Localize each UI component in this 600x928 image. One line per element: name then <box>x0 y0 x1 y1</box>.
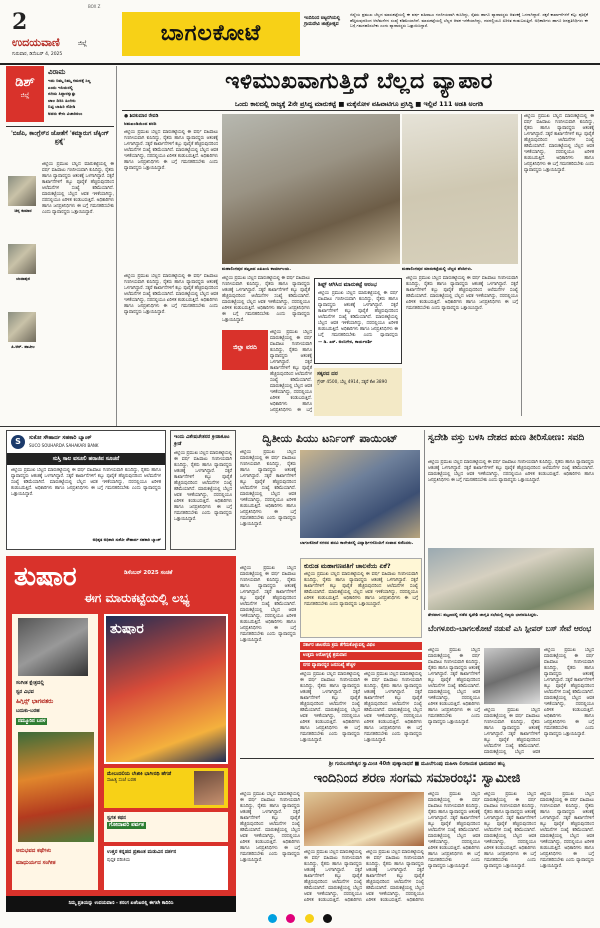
small-ad-text: ಇಂದು ವಿಶೇಷಚೇತನರ ಕ್ರೀಡಾಕೂಟ ಕ್ರೀಡೆ <box>174 434 230 447</box>
virama-line: ಬಿಟ್ಟಿ ಬಾಹಿರಿ ನೋಡಿ <box>48 104 76 109</box>
kurudi-bullet-text: ಸರ್ಕಾರ ಚಾಲನೆಯ ಕ್ರಮ ತೆಗೆದುಕೊಳ್ಳುವಲ್ಲಿ ವಿಫಲ <box>303 643 376 648</box>
kurudi-body-2: ಜಿಲ್ಲೆಯ ಪ್ರಮುಖ ಬೆಲ್ಲದ ಮಾರುಕಟ್ಟೆಯಲ್ಲಿ ಈ ವರ್ಷ ವಹಿವಾಟು ಗಣನೀಯವಾಗಿ ಕುಸಿದಿದ್ದು, ರೈತರು ಹಾಗೂ ವ್ಯಾಪಾರಸ್ಥರು ಆತಂಕಕ್ಕೆ ಒಳಗಾಗಿದ್ದಾರೆ. ಸಕ್ಕರೆ ಕಾರ್ಖಾನೆಗಳಿಗೆ ಕಬ್ಬು ಪೂರೈಕೆ ಹೆಚ್ಚಿರುವುದರಿಂದ ಆಲೆಮನೆಗಳ ಸಂಖ್ಯೆ ಕಡಿಮೆಯಾಗಿದೆ. ಮಾರುಕಟ್ಟೆಯಲ್ಲಿ ಬೆಲ್ಲದ ಆವಕ ಇಳಿಕೆಯಾಗಿದ್ದು, ದರದಲ್ಲಿಯೂ ಏರಿಳಿತ ಕಂಡುಬರುತ್ತಿದೆ. ಅಧಿಕಾರಿಗಳು ಹಾಗೂ ಜನಪ್ರತಿನಿಧಿಗಳು ಈ ಬಗ್ಗೆ ಗಮನಹರಿಸಬೇಕು ಎಂದು ವ್ಯಾಪಾರಸ್ಥರು ಒತ್ತಾಯಿಸಿದ್ದಾರೆ. <box>300 672 360 743</box>
kurudi-bullet <box>300 642 422 650</box>
section-rule-2 <box>240 758 594 759</box>
tushara-line-6: ಸಾಹಿತ್ಯ ಸಂಜೆ ಬರಹ <box>107 778 137 783</box>
tushara-author-photo <box>194 771 224 805</box>
bottom-photo <box>304 792 424 846</box>
bank-ad-footer: ಅಧಿಕೃತ ಅಧಿಕಾರಿ ಸುಕೋ ಸೌಹಾರ್ದ ಸಹಕಾರಿ ಬ್ಯಾಂಕ್ <box>92 537 161 542</box>
tushara-line-0: ಸಂಗೀತ ಕ್ಷೇತ್ರದಲ್ಲಿ <box>16 680 44 686</box>
tushara-line-5: ಮೇಲುದಲಿಯ ಲೇಖಿಕಿ ಭಾಗೀರಥಿ ಹೆಗಡೆ <box>107 771 172 777</box>
virama-line: ಜಿಗಿದು ಸಿದ್ದಾರನ್ನುತ್ತು <box>48 91 76 96</box>
bottom-headline: ಇಂದಿನಿಂದ ಶರಣ ಸಂಗಮ ಸಮಾರಂಭ: ಸ್ವಾಮೀಜಿ <box>313 771 521 786</box>
bus-body-2: ಜಿಲ್ಲೆಯ ಪ್ರಮುಖ ಬೆಲ್ಲದ ಮಾರುಕಟ್ಟೆಯಲ್ಲಿ ಈ ವರ್ಷ ವಹಿವಾಟು ಗಣನೀಯವಾಗಿ ಕುಸಿದಿದ್ದು, ರೈತರು ಹಾಗೂ ವ್ಯಾಪಾರಸ್ಥರು ಆತಂಕಕ್ಕೆ ಒಳಗಾಗಿದ್ದಾರೆ. ಸಕ್ಕರೆ ಕಾರ್ಖಾನೆಗಳಿಗೆ ಕಬ್ಬು ಪೂರೈಕೆ ಹೆಚ್ಚಿರುವುದರಿಂದ ಆಲೆಮನೆಗಳ ಸಂಖ್ಯೆ ಕಡಿಮೆಯಾಗಿದೆ. ಮಾರುಕಟ್ಟೆಯಲ್ಲಿ ಬೆಲ್ಲದ ಆವಕ ಇಳಿಕೆಯಾಗಿದ್ದು, ದರದಲ್ಲಿಯೂ ಏರಿಳಿತ ಕಂಡುಬರುತ್ತಿದೆ. ಅಧಿಕಾರಿಗಳು ಹಾಗೂ ಜನಪ್ರತಿನಿಧಿಗಳು ಈ ಬಗ್ಗೆ ಗಮನಹರಿಸಬೇಕು ಎಂದು ವ್ಯಾಪಾರಸ್ಥರು ಒತ್ತಾಯಿಸಿದ್ದಾರೆ. <box>544 648 594 737</box>
box-tag: BOX Z <box>88 4 101 9</box>
sidebar-brand-sub: ಜಿಲ್ಲೆ <box>20 91 30 99</box>
reg-mark-magenta <box>286 914 295 923</box>
bank-ad <box>6 430 166 550</box>
person-photo-3 <box>8 312 36 342</box>
district-title: ಬಾಗಲಕೋಟೆ <box>160 21 262 46</box>
virama-lines <box>48 78 114 117</box>
lead-photo-left <box>222 114 400 264</box>
section-tag: ಜಿಲ್ಲಾ ವರದಿ <box>233 344 257 351</box>
reg-mark-black <box>323 914 332 923</box>
lead-caption-right: ಮಹಾಲಿಂಗಪುರ ಮಾರುಕಟ್ಟೆಯಲ್ಲಿ ಬೆಲ್ಲದ ಪೆಂಡಿಗಳು. <box>402 266 473 271</box>
virama-line: ಅದರು ಕೇಳು ವಿಚಾರಿಸಲು <box>48 110 83 116</box>
district-title-box <box>122 12 300 56</box>
third-divider <box>424 430 425 610</box>
sidebar-quote: 'ಬಿಜೆಪಿ, ಕಾಂಗ್ರೆಸ್‌ನ ಜೋತೆಗೆ 'ಕಮ್ಮಾರುಗ ಚೆಕ್ಕಿಂಗ್‌ ಪ್ರಶ್ನೆ' <box>10 130 110 145</box>
kurudi-bullet-text: ಉತ್ತಮ ಆರೋಗ್ಯಕ್ಕೆ ಶ್ರಮದಾನ <box>303 653 347 659</box>
bottom-body-1: ಜಿಲ್ಲೆಯ ಪ್ರಮುಖ ಬೆಲ್ಲದ ಮಾರುಕಟ್ಟೆಯಲ್ಲಿ ಈ ವರ್ಷ ವಹಿವಾಟು ಗಣನೀಯವಾಗಿ ಕುಸಿದಿದ್ದು, ರೈತರು ಹಾಗೂ ವ್ಯಾಪಾರಸ್ಥರು ಆತಂಕಕ್ಕೆ ಒಳಗಾಗಿದ್ದಾರೆ. ಸಕ್ಕರೆ ಕಾರ್ಖಾನೆಗಳಿಗೆ ಕಬ್ಬು ಪೂರೈಕೆ ಹೆಚ್ಚಿರುವುದರಿಂದ ಆಲೆಮನೆಗಳ ಸಂಖ್ಯೆ ಕಡಿಮೆಯಾಗಿದೆ. ಮಾರುಕಟ್ಟೆಯಲ್ಲಿ ಬೆಲ್ಲದ ಆವಕ ಇಳಿಕೆಯಾಗಿದ್ದು, ದರದಲ್ಲಿಯೂ ಏರಿಳಿತ ಕಂಡುಬರುತ್ತಿದೆ. ಅಧಿಕಾರಿಗಳು ಹಾಗೂ ಜನಪ್ರತಿನಿಧಿಗಳು ಈ ಬಗ್ಗೆ ಗಮನಹರಿಸಬೇಕು ಎಂದು ವ್ಯಾಪಾರಸ್ಥರು ಒತ್ತಾಯಿಸಿದ್ದಾರೆ. <box>240 792 300 863</box>
person-name-2: ಚಂದಾಪುರ <box>16 276 30 281</box>
masthead <box>0 0 600 64</box>
lead-body-col-1: ಜಿಲ್ಲೆಯ ಪ್ರಮುಖ ಬೆಲ್ಲದ ಮಾರುಕಟ್ಟೆಯಲ್ಲಿ ಈ ವರ್ಷ ವಹಿವಾಟು ಗಣನೀಯವಾಗಿ ಕುಸಿದಿದ್ದು, ರೈತರು ಹಾಗೂ ವ್ಯಾಪಾರಸ್ಥರು ಆತಂಕಕ್ಕೆ ಒಳಗಾಗಿದ್ದಾರೆ. ಸಕ್ಕರೆ ಕಾರ್ಖಾನೆಗಳಿಗೆ ಕಬ್ಬು ಪೂರೈಕೆ ಹೆಚ್ಚಿರುವುದರಿಂದ ಆಲೆಮನೆಗಳ ಸಂಖ್ಯೆ ಕಡಿಮೆಯಾಗಿದೆ. ಮಾರುಕಟ್ಟೆಯಲ್ಲಿ ಬೆಲ್ಲದ ಆವಕ ಇಳಿಕೆಯಾಗಿದ್ದು, ದರದಲ್ಲಿಯೂ ಏರಿಳಿತ ಕಂಡುಬರುತ್ತಿದೆ. ಅಧಿಕಾರಿಗಳು ಹಾಗೂ ಜನಪ್ರತಿನಿಧಿಗಳು ಈ ಬಗ್ಗೆ ಗಮನಹರಿಸಬೇಕು ಎಂದು ವ್ಯಾಪಾರಸ್ಥರು ಒತ್ತಾಯಿಸಿದ್ದಾರೆ. <box>124 130 218 171</box>
lead-body-col-5: ಜಿಲ್ಲೆಯ ಪ್ರಮುಖ ಬೆಲ್ಲದ ಮಾರುಕಟ್ಟೆಯಲ್ಲಿ ಈ ವರ್ಷ ವಹಿವಾಟು ಗಣನೀಯವಾಗಿ ಕುಸಿದಿದ್ದು, ರೈತರು ಹಾಗೂ ವ್ಯಾಪಾರಸ್ಥರು ಆತಂಕಕ್ಕೆ ಒಳಗಾಗಿದ್ದಾರೆ. ಸಕ್ಕರೆ ಕಾರ್ಖಾನೆಗಳಿಗೆ ಕಬ್ಬು ಪೂರೈಕೆ ಹೆಚ್ಚಿರುವುದರಿಂದ ಆಲೆಮನೆಗಳ ಸಂಖ್ಯೆ ಕಡಿಮೆಯಾಗಿದೆ. ಮಾರುಕಟ್ಟೆಯಲ್ಲಿ ಬೆಲ್ಲದ ಆವಕ ಇಳಿಕೆಯಾಗಿದ್ದು, ದರದಲ್ಲಿಯೂ ಏರಿಳಿತ ಕಂಡುಬರುತ್ತಿದೆ. ಅಧಿಕಾರಿಗಳು ಹಾಗೂ ಜನಪ್ರತಿನಿಧಿಗಳು ಈ ಬಗ್ಗೆ ಗಮನಹರಿಸಬೇಕು ಎಂದು ವ್ಯಾಪಾರಸ್ಥರು ಒತ್ತಾಯಿಸಿದ್ದಾರೆ. <box>406 276 518 311</box>
third-photo <box>428 548 594 610</box>
third-body: ಜಿಲ್ಲೆಯ ಪ್ರಮುಖ ಬೆಲ್ಲದ ಮಾರುಕಟ್ಟೆಯಲ್ಲಿ ಈ ವರ್ಷ ವಹಿವಾಟು ಗಣನೀಯವಾಗಿ ಕುಸಿದಿದ್ದು, ರೈತರು ಹಾಗೂ ವ್ಯಾಪಾರಸ್ಥರು ಆತಂಕಕ್ಕೆ ಒಳಗಾಗಿದ್ದಾರೆ. ಸಕ್ಕರೆ ಕಾರ್ಖಾನೆಗಳಿಗೆ ಕಬ್ಬು ಪೂರೈಕೆ ಹೆಚ್ಚಿರುವುದರಿಂದ ಆಲೆಮನೆಗಳ ಸಂಖ್ಯೆ ಕಡಿಮೆಯಾಗಿದೆ. ಮಾರುಕಟ್ಟೆಯಲ್ಲಿ ಬೆಲ್ಲದ ಆವಕ ಇಳಿಕೆಯಾಗಿದ್ದು, ದರದಲ್ಲಿಯೂ ಏರಿಳಿತ ಕಂಡುಬರುತ್ತಿದೆ. ಅಧಿಕಾರಿಗಳು ಹಾಗೂ ಜನಪ್ರತಿನಿಧಿಗಳು ಈ ಬಗ್ಗೆ ಗಮನಹರಿಸಬೇಕು ಎಂದು ವ್ಯಾಪಾರಸ್ಥರು ಒತ್ತಾಯಿಸಿದ್ದಾರೆ. <box>428 460 594 483</box>
bottom-body-6: ಜಿಲ್ಲೆಯ ಪ್ರಮುಖ ಬೆಲ್ಲದ ಮಾರುಕಟ್ಟೆಯಲ್ಲಿ ಈ ವರ್ಷ ವಹಿವಾಟು ಗಣನೀಯವಾಗಿ ಕುಸಿದಿದ್ದು, ರೈತರು ಹಾಗೂ ವ್ಯಾಪಾರಸ್ಥರು ಆತಂಕಕ್ಕೆ ಒಳಗಾಗಿದ್ದಾರೆ. ಸಕ್ಕರೆ ಕಾರ್ಖಾನೆಗಳಿಗೆ ಕಬ್ಬು ಪೂರೈಕೆ ಹೆಚ್ಚಿರುವುದರಿಂದ ಆಲೆಮನೆಗಳ ಸಂಖ್ಯೆ ಕಡಿಮೆಯಾಗಿದೆ. ಮಾರುಕಟ್ಟೆಯಲ್ಲಿ ಬೆಲ್ಲದ ಆವಕ ಇಳಿಕೆಯಾಗಿದ್ದು, ದರದಲ್ಲಿಯೂ ಏರಿಳಿತ ಕಂಡುಬರುತ್ತಿದೆ. ಅಧಿಕಾರಿಗಳು ಹಾಗೂ ಜನಪ್ರತಿನಿಧಿಗಳು ಈ ಬಗ್ಗೆ ಗಮನಹರಿಸಬೇಕು ಎಂದು ವ್ಯಾಪಾರಸ್ಥರು ಒತ್ತಾಯಿಸಿದ್ದಾರೆ. <box>540 792 594 869</box>
masthead-rule <box>0 63 600 65</box>
bank-ad-body: ಜಿಲ್ಲೆಯ ಪ್ರಮುಖ ಬೆಲ್ಲದ ಮಾರುಕಟ್ಟೆಯಲ್ಲಿ ಈ ವರ್ಷ ವಹಿವಾಟು ಗಣನೀಯವಾಗಿ ಕುಸಿದಿದ್ದು, ರೈತರು ಹಾಗೂ ವ್ಯಾಪಾರಸ್ಥರು ಆತಂಕಕ್ಕೆ ಒಳಗಾಗಿದ್ದಾರೆ. ಸಕ್ಕರೆ ಕಾರ್ಖಾನೆಗಳಿಗೆ ಕಬ್ಬು ಪೂರೈಕೆ ಹೆಚ್ಚಿರುವುದರಿಂದ ಆಲೆಮನೆಗಳ ಸಂಖ್ಯೆ ಕಡಿಮೆಯಾಗಿದೆ. ಮಾರುಕಟ್ಟೆಯಲ್ಲಿ ಬೆಲ್ಲದ ಆವಕ ಇಳಿಕೆಯಾಗಿದ್ದು, ದರದಲ್ಲಿಯೂ ಏರಿಳಿತ ಕಂಡುಬರುತ್ತಿದೆ. ಅಧಿಕಾರಿಗಳು ಹಾಗೂ ಜನಪ್ರತಿನಿಧಿಗಳು ಈ ಬಗ್ಗೆ ಗಮನಹರಿಸಬೇಕು ಎಂದು ವ್ಯಾಪಾರಸ್ಥರು ಒತ್ತಾಯಿಸಿದ್ದಾರೆ. <box>11 468 161 497</box>
sidebar-body: ಜಿಲ್ಲೆಯ ಪ್ರಮುಖ ಬೆಲ್ಲದ ಮಾರುಕಟ್ಟೆಯಲ್ಲಿ ಈ ವರ್ಷ ವಹಿವಾಟು ಗಣನೀಯವಾಗಿ ಕುಸಿದಿದ್ದು, ರೈತರು ಹಾಗೂ ವ್ಯಾಪಾರಸ್ಥರು ಆತಂಕಕ್ಕೆ ಒಳಗಾಗಿದ್ದಾರೆ. ಸಕ್ಕರೆ ಕಾರ್ಖಾನೆಗಳಿಗೆ ಕಬ್ಬು ಪೂರೈಕೆ ಹೆಚ್ಚಿರುವುದರಿಂದ ಆಲೆಮನೆಗಳ ಸಂಖ್ಯೆ ಕಡಿಮೆಯಾಗಿದೆ. ಮಾರುಕಟ್ಟೆಯಲ್ಲಿ ಬೆಲ್ಲದ ಆವಕ ಇಳಿಕೆಯಾಗಿದ್ದು, ದರದಲ್ಲಿಯೂ ಏರಿಳಿತ ಕಂಡುಬರುತ್ತಿದೆ. ಅಧಿಕಾರಿಗಳು ಹಾಗೂ ಜನಪ್ರತಿನಿಧಿಗಳು ಈ ಬಗ್ಗೆ ಗಮನಹರಿಸಬೇಕು ಎಂದು ವ್ಯಾಪಾರಸ್ಥರು ಒತ್ತಾಯಿಸಿದ್ದಾರೆ. <box>42 162 114 215</box>
info-box-body: ಜಿಲ್ಲೆಯ ಪ್ರಮುಖ ಬೆಲ್ಲದ ಮಾರುಕಟ್ಟೆಯಲ್ಲಿ ಈ ವರ್ಷ ವಹಿವಾಟು ಗಣನೀಯವಾಗಿ ಕುಸಿದಿದ್ದು, ರೈತರು ಹಾಗೂ ವ್ಯಾಪಾರಸ್ಥರು ಆತಂಕಕ್ಕೆ ಒಳಗಾಗಿದ್ದಾರೆ. ಸಕ್ಕರೆ ಕಾರ್ಖಾನೆಗಳಿಗೆ ಕಬ್ಬು ಪೂರೈಕೆ ಹೆಚ್ಚಿರುವುದರಿಂದ ಆಲೆಮನೆಗಳ ಸಂಖ್ಯೆ ಕಡಿಮೆಯಾಗಿದೆ. ಮಾರುಕಟ್ಟೆಯಲ್ಲಿ ಬೆಲ್ಲದ ಆವಕ ಇಳಿಕೆಯಾಗಿದ್ದು, ದರದಲ್ಲಿಯೂ ಏರಿಳಿತ ಕಂಡುಬರುತ್ತಿದೆ. ಅಧಿಕಾರಿಗಳು ಹಾಗೂ ಜನಪ್ರತಿನಿಧಿಗಳು ಈ ಬಗ್ಗೆ ಗಮನಹರಿಸಬೇಕು ಎಂದು ವ್ಯಾಪಾರಸ್ಥರು <box>318 291 398 337</box>
tushara-issue: ಡಿಸೆಂಬರ್ 2025 ಸಂಚಿಕೆ <box>124 570 173 576</box>
date-line: ಗುರುವಾರ, ಡಿಸೆಂಬರ್ 4, 2025 <box>12 52 63 57</box>
right-column-body: ಜಿಲ್ಲೆಯ ಪ್ರಮುಖ ಬೆಲ್ಲದ ಮಾರುಕಟ್ಟೆಯಲ್ಲಿ ಈ ವರ್ಷ ವಹಿವಾಟು ಗಣನೀಯವಾಗಿ ಕುಸಿದಿದ್ದು, ರೈತರು ಹಾಗೂ ವ್ಯಾಪಾರಸ್ಥರು ಆತಂಕಕ್ಕೆ ಒಳಗಾಗಿದ್ದಾರೆ. ಸಕ್ಕರೆ ಕಾರ್ಖಾನೆಗಳಿಗೆ ಕಬ್ಬು ಪೂರೈಕೆ ಹೆಚ್ಚಿರುವುದರಿಂದ ಆಲೆಮನೆಗಳ ಸಂಖ್ಯೆ ಕಡಿಮೆಯಾಗಿದೆ. ಮಾರುಕಟ್ಟೆಯಲ್ಲಿ ಬೆಲ್ಲದ ಆವಕ ಇಳಿಕೆಯಾಗಿದ್ದು, ದರದಲ್ಲಿಯೂ ಏರಿಳಿತ ಕಂಡುಬರುತ್ತಿದೆ. ಅಧಿಕಾರಿಗಳು ಹಾಗೂ ಜನಪ್ರತಿನಿಧಿಗಳು ಈ ಬಗ್ಗೆ ಗಮನಹರಿಸಬೇಕು ಎಂದು ವ್ಯಾಪಾರಸ್ಥರು ಒತ್ತಾಯಿಸಿದ್ದಾರೆ. <box>524 114 594 173</box>
tushara-line-12: ಮಾಧುರ್ಯದ ಸಂಗೀತ <box>16 860 56 866</box>
kurudi-bullet <box>300 662 422 670</box>
lead-rule <box>122 110 594 111</box>
sidebar-rule <box>6 126 114 127</box>
lead-place: ಜಮಖಂಡಿಯಿಂದ ವರದಿ <box>124 121 157 126</box>
bottom-kicker: ಶ್ರೀ ಗುರುಬಸವೇಶ್ವರ ಸ್ವಾಮೀಜಿ 40ನೇ ಪುಣ್ಯಾರಾಧನೆ ■ ಮೂಲೆಗುಂಪು ಮಹಿಳಾ ಲಿಂಗಾಯತ ಭಾನುವಾರ ಹಬ್ಬ <box>328 761 506 767</box>
tushara-banner: ಈಗ ಮಾರುಕಟ್ಟೆಯಲ್ಲಿ ಲಭ್ಯ <box>84 591 190 605</box>
bottom-body-4: ಜಿಲ್ಲೆಯ ಪ್ರಮುಖ ಬೆಲ್ಲದ ಮಾರುಕಟ್ಟೆಯಲ್ಲಿ ಈ ವರ್ಷ ವಹಿವಾಟು ಗಣನೀಯವಾಗಿ ಕುಸಿದಿದ್ದು, ರೈತರು ಹಾಗೂ ವ್ಯಾಪಾರಸ್ಥರು ಆತಂಕಕ್ಕೆ ಒಳಗಾಗಿದ್ದಾರೆ. ಸಕ್ಕರೆ ಕಾರ್ಖಾನೆಗಳಿಗೆ ಕಬ್ಬು ಪೂರೈಕೆ ಹೆಚ್ಚಿರುವುದರಿಂದ ಆಲೆಮನೆಗಳ ಸಂಖ್ಯೆ ಕಡಿಮೆಯಾಗಿದೆ. ಮಾರುಕಟ್ಟೆಯಲ್ಲಿ ಬೆಲ್ಲದ ಆವಕ ಇಳಿಕೆಯಾಗಿದ್ದು, ದರದಲ್ಲಿಯೂ ಏರಿಳಿತ ಕಂಡುಬರುತ್ತಿದೆ. ಅಧಿಕಾರಿಗಳು ಹಾಗೂ ಜನಪ್ರತಿನಿಧಿಗಳು ಈ ಬಗ್ಗೆ ಗಮನಹರಿಸಬೇಕು ಎಂದು ವ್ಯಾಪಾರಸ್ಥರು ಒತ್ತಾಯಿಸಿದ್ದಾರೆ. <box>428 792 480 869</box>
second-caption: ಬಾಗಲಕೋಟೆ ನಗರದ ಪದವಿ ಕಾಲೇಜಿನಲ್ಲಿ ವಿದ್ಯಾರ್ಥಿಗಳೊಂದಿಗೆ ಸಂವಾದ ನಡೆಸಿದರು. <box>300 540 414 545</box>
lead-body-col-4: ಜಿಲ್ಲೆಯ ಪ್ರಮುಖ ಬೆಲ್ಲದ ಮಾರುಕಟ್ಟೆಯಲ್ಲಿ ಈ ವರ್ಷ ವಹಿವಾಟು ಗಣನೀಯವಾಗಿ ಕುಸಿದಿದ್ದು, ರೈತರು ಹಾಗೂ ವ್ಯಾಪಾರಸ್ಥರು ಆತಂಕಕ್ಕೆ ಒಳಗಾಗಿದ್ದಾರೆ. ಸಕ್ಕರೆ ಕಾರ್ಖಾನೆಗಳಿಗೆ ಕಬ್ಬು ಪೂರೈಕೆ ಹೆಚ್ಚಿರುವುದರಿಂದ ಆಲೆಮನೆಗಳ ಸಂಖ್ಯೆ ಕಡಿಮೆಯಾಗಿದೆ. ಮಾರುಕಟ್ಟೆಯಲ್ಲಿ ಬೆಲ್ಲದ ಆವಕ ಇಳಿಕೆಯಾಗಿದ್ದು, ದರದಲ್ಲಿಯೂ ಏರಿಳಿತ ಕಂಡುಬರುತ್ತಿದೆ. ಅಧಿಕಾರಿಗಳು ಹಾಗೂ ಜನಪ್ರತಿನಿಧಿಗಳು ಈ ಬಗ್ಗೆ <box>270 330 312 413</box>
person-photo-2 <box>8 244 36 274</box>
paper-suffix: ಜಿಲ್ಲೆ <box>78 40 87 47</box>
third-headline: ಸ್ವದೇಶಿ ವಸ್ತು ಬಳಸಿ ದೇಶದ ಋಣ ತೀರಿಸೋಣ: ಸವದಿ <box>428 433 585 443</box>
tushara-line-2: ಹಿಗ್ಗಿನ್ಸ್‌ ಭಾಗವತರು <box>16 698 54 705</box>
sidebar-brand-box <box>6 66 44 122</box>
reg-mark-cyan <box>268 914 277 923</box>
second-body-2: ಜಿಲ್ಲೆಯ ಪ್ರಮುಖ ಬೆಲ್ಲದ ಮಾರುಕಟ್ಟೆಯಲ್ಲಿ ಈ ವರ್ಷ ವಹಿವಾಟು ಗಣನೀಯವಾಗಿ ಕುಸಿದಿದ್ದು, ರೈತರು ಹಾಗೂ ವ್ಯಾಪಾರಸ್ಥರು ಆತಂಕಕ್ಕೆ ಒಳಗಾಗಿದ್ದಾರೆ. ಸಕ್ಕರೆ ಕಾರ್ಖಾನೆಗಳಿಗೆ ಕಬ್ಬು ಪೂರೈಕೆ ಹೆಚ್ಚಿರುವುದರಿಂದ ಆಲೆಮನೆಗಳ ಸಂಖ್ಯೆ ಕಡಿಮೆಯಾಗಿದೆ. ಮಾರುಕಟ್ಟೆಯಲ್ಲಿ ಬೆಲ್ಲದ ಆವಕ ಇಳಿಕೆಯಾಗಿದ್ದು, ದರದಲ್ಲಿಯೂ ಏರಿಳಿತ ಕಂಡುಬರುತ್ತಿದೆ. ಅಧಿಕಾರಿಗಳು ಹಾಗೂ ಜನಪ್ರತಿನಿಧಿಗಳು ಈ ಬಗ್ಗೆ ಗಮನಹರಿಸಬೇಕು ಎಂದು ವ್ಯಾಪಾರಸ್ಥರು ಒತ್ತಾಯಿಸಿದ್ದಾರೆ. <box>240 566 296 643</box>
tushara-feature-2 <box>104 812 228 842</box>
masthead-brief: ಜಿಲ್ಲೆಯ ಪ್ರಮುಖ ಬೆಲ್ಲದ ಮಾರುಕಟ್ಟೆಯಲ್ಲಿ ಈ ವರ್ಷ ವಹಿವಾಟು ಗಣನೀಯವಾಗಿ ಕುಸಿದಿದ್ದು, ರೈತರು ಹಾಗೂ ವ್ಯಾಪಾರಸ್ಥರು ಆತಂಕಕ್ಕೆ ಒಳಗಾಗಿದ್ದಾರೆ. ಸಕ್ಕರೆ ಕಾರ್ಖಾನೆಗಳಿಗೆ ಕಬ್ಬು ಪೂರೈಕೆ ಹೆಚ್ಚಿರುವುದರಿಂದ ಆಲೆಮನೆಗಳ ಸಂಖ್ಯೆ ಕಡಿಮೆಯಾಗಿದೆ. ಮಾರುಕಟ್ಟೆಯಲ್ಲಿ ಬೆಲ್ಲದ ಆವಕ ಇಳಿಕೆಯಾಗಿದ್ದು, ದರದಲ್ಲಿಯೂ ಏರಿಳಿತ ಕಂಡುಬರುತ್ತಿದೆ. ಅಧಿಕಾರಿಗಳು ಹಾಗೂ ಜನಪ್ರತಿನಿಧಿಗಳು ಈ ಬಗ್ಗೆ ಗಮನಹರಿಸಬೇಕು ಎಂದು ವ್ಯಾಪಾರಸ್ಥರು ಒತ್ತಾಯಿಸಿದ್ದಾರೆ. <box>350 12 588 28</box>
sidebar <box>6 66 114 426</box>
small-ad <box>170 430 236 550</box>
tushara-ad <box>6 556 236 912</box>
virama-line: ಚಾಲ ದಿರಿಸಿ ಹಿಂಗಿರು <box>48 97 76 103</box>
kurudi-headline: ಕುರುಡ ಮಹಾಗಣಪತಿಗೆ ಚಾಲನೆಯ ಏಕೆ? <box>304 562 391 570</box>
bus-headline: ಬೆಂಗಳೂರು-ಬಾಗಲಕೋಟೆ ನಡುವೆ ಎಸಿ ಸ್ಲೀಪರ್‌ ಬಸ್‌ ಸೇವೆ ಆರಂಭ <box>428 624 592 633</box>
bottom-body-3: ಜಿಲ್ಲೆಯ ಪ್ರಮುಖ ಬೆಲ್ಲದ ಮಾರುಕಟ್ಟೆಯಲ್ಲಿ ಈ ವರ್ಷ ವಹಿವಾಟು ಗಣನೀಯವಾಗಿ ಕುಸಿದಿದ್ದು, ರೈತರು ಹಾಗೂ ವ್ಯಾಪಾರಸ್ಥರು ಆತಂಕಕ್ಕೆ ಒಳಗಾಗಿದ್ದಾರೆ. ಸಕ್ಕರೆ ಕಾರ್ಖಾನೆಗಳಿಗೆ ಕಬ್ಬು ಪೂರೈಕೆ ಹೆಚ್ಚಿರುವುದರಿಂದ ಆಲೆಮನೆಗಳ ಸಂಖ್ಯೆ ಕಡಿಮೆಯಾಗಿದೆ. ಮಾರುಕಟ್ಟೆಯಲ್ಲಿ ಬೆಲ್ಲದ ಆವಕ ಇಳಿಕೆಯಾಗಿದ್ದು, ದರದಲ್ಲಿಯೂ ಏರಿಳಿತ ಕಂಡುಬರುತ್ತಿದೆ. ಅಧಿಕಾರಿಗಳು <box>366 850 424 903</box>
tushara-art <box>18 732 94 842</box>
tushara-line-11: ಅನುಭವದ ಕಥೆಗಳು <box>16 848 52 854</box>
small-ad-body: ಜಿಲ್ಲೆಯ ಪ್ರಮುಖ ಬೆಲ್ಲದ ಮಾರುಕಟ್ಟೆಯಲ್ಲಿ ಈ ವರ್ಷ ವಹಿವಾಟು ಗಣನೀಯವಾಗಿ ಕುಸಿದಿದ್ದು, ರೈತರು ಹಾಗೂ ವ್ಯಾಪಾರಸ್ಥರು ಆತಂಕಕ್ಕೆ ಒಳಗಾಗಿದ್ದಾರೆ. ಸಕ್ಕರೆ ಕಾರ್ಖಾನೆಗಳಿಗೆ ಕಬ್ಬು ಪೂರೈಕೆ ಹೆಚ್ಚಿರುವುದರಿಂದ ಆಲೆಮನೆಗಳ ಸಂಖ್ಯೆ ಕಡಿಮೆಯಾಗಿದೆ. ಮಾರುಕಟ್ಟೆಯಲ್ಲಿ ಬೆಲ್ಲದ ಆವಕ ಇಳಿಕೆಯಾಗಿದ್ದು, ದರದಲ್ಲಿಯೂ ಏರಿಳಿತ ಕಂಡುಬರುತ್ತಿದೆ. ಅಧಿಕಾರಿಗಳು ಹಾಗೂ ಜನಪ್ರತಿನಿಧಿಗಳು ಈ ಬಗ್ಗೆ ಗಮನಹರಿಸಬೇಕು ಎಂದು ವ್ಯಾಪಾರಸ್ಥರು ಒತ್ತಾಯಿಸಿದ್ದಾರೆ. <box>174 451 232 522</box>
bottom-body-5: ಜಿಲ್ಲೆಯ ಪ್ರಮುಖ ಬೆಲ್ಲದ ಮಾರುಕಟ್ಟೆಯಲ್ಲಿ ಈ ವರ್ಷ ವಹಿವಾಟು ಗಣನೀಯವಾಗಿ ಕುಸಿದಿದ್ದು, ರೈತರು ಹಾಗೂ ವ್ಯಾಪಾರಸ್ಥರು ಆತಂಕಕ್ಕೆ ಒಳಗಾಗಿದ್ದಾರೆ. ಸಕ್ಕರೆ ಕಾರ್ಖಾನೆಗಳಿಗೆ ಕಬ್ಬು ಪೂರೈಕೆ ಹೆಚ್ಚಿರುವುದರಿಂದ ಆಲೆಮನೆಗಳ ಸಂಖ್ಯೆ ಕಡಿಮೆಯಾಗಿದೆ. ಮಾರುಕಟ್ಟೆಯಲ್ಲಿ ಬೆಲ್ಲದ ಆವಕ ಇಳಿಕೆಯಾಗಿದ್ದು, ದರದಲ್ಲಿಯೂ ಏರಿಳಿತ ಕಂಡುಬರುತ್ತಿದೆ. ಅಧಿಕಾರಿಗಳು ಹಾಗೂ ಜನಪ್ರತಿನಿಧಿಗಳು ಈ ಬಗ್ಗೆ ಗಮನಹರಿಸಬೇಕು ಎಂದು ವ್ಯಾಪಾರಸ್ಥರು ಒತ್ತಾಯಿಸಿದ್ದಾರೆ. <box>484 792 536 869</box>
kurudi-body-3: ಜಿಲ್ಲೆಯ ಪ್ರಮುಖ ಬೆಲ್ಲದ ಮಾರುಕಟ್ಟೆಯಲ್ಲಿ ಈ ವರ್ಷ ವಹಿವಾಟು ಗಣನೀಯವಾಗಿ ಕುಸಿದಿದ್ದು, ರೈತರು ಹಾಗೂ ವ್ಯಾಪಾರಸ್ಥರು ಆತಂಕಕ್ಕೆ ಒಳಗಾಗಿದ್ದಾರೆ. ಸಕ್ಕರೆ ಕಾರ್ಖಾನೆಗಳಿಗೆ ಕಬ್ಬು ಪೂರೈಕೆ ಹೆಚ್ಚಿರುವುದರಿಂದ ಆಲೆಮನೆಗಳ ಸಂಖ್ಯೆ ಕಡಿಮೆಯಾಗಿದೆ. ಮಾರುಕಟ್ಟೆಯಲ್ಲಿ ಬೆಲ್ಲದ ಆವಕ ಇಳಿಕೆಯಾಗಿದ್ದು, ದರದಲ್ಲಿಯೂ ಏರಿಳಿತ ಕಂಡುಬರುತ್ತಿದೆ. ಅಧಿಕಾರಿಗಳು ಹಾಗೂ ಜನಪ್ರತಿನಿಧಿಗಳು ಈ ಬಗ್ಗೆ ಗಮನಹರಿಸಬೇಕು ಎಂದು ವ್ಯಾಪಾರಸ್ಥರು ಒತ್ತಾಯಿಸಿದ್ದಾರೆ. <box>364 672 422 743</box>
kurudi-bullet <box>300 652 422 660</box>
bank-ad-title-text: ಸುಸ್ತಿ ಸಾಲ ವಸೂಲಿ ಹರಾಜಿನ ಸೂಚನೆ <box>52 456 120 462</box>
sugar-box <box>314 368 402 416</box>
tushara-line-10: ಪುಸ್ತಕ ಪರಿಚಯ <box>107 858 131 863</box>
tushara-brand: ತುಷಾರ <box>14 562 77 592</box>
tushara-footer-text: ನಿಮ್ಮ ಪ್ರತಿಯನ್ನು ಉದಯವಾಣಿ - ತರಂಗ ಏಜೆಂಟರಲ್ಲಿ ಈಗಲೇ ಕಾದಿರಿಸಿ <box>68 901 174 906</box>
bank-name-kn: ಸುಕೋ ಸೌಹಾರ್ದ ಸಹಕಾರಿ ಬ್ಯಾಂಕ್ <box>29 435 92 441</box>
bus-photo-main <box>484 648 540 704</box>
kurudi-bullets <box>300 642 422 670</box>
person-name-3: ಪಿ.ಆರ್. ಪಾಟೀಲ <box>11 344 35 349</box>
second-headline: ದ್ವಿತೀಯ ಪಿಯು ಟರ್ನಿಂಗ್‌ ಪಾಯಿಂಟ್‌ <box>262 432 398 445</box>
lead-caption-left: ಮಹಾಲಿಂಗಪುರ ಪಟ್ಟಣದ ಎಪಿಎಂಸಿ ಕಾರ್ಯಾಲಯ. <box>222 266 291 271</box>
tushara-feature-3 <box>104 846 228 890</box>
tushara-cover-brand: ತುಷಾರ <box>110 621 144 637</box>
lead-body-col-2: ಜಿಲ್ಲೆಯ ಪ್ರಮುಖ ಬೆಲ್ಲದ ಮಾರುಕಟ್ಟೆಯಲ್ಲಿ ಈ ವರ್ಷ ವಹಿವಾಟು ಗಣನೀಯವಾಗಿ ಕುಸಿದಿದ್ದು, ರೈತರು ಹಾಗೂ ವ್ಯಾಪಾರಸ್ಥರು ಆತಂಕಕ್ಕೆ ಒಳಗಾಗಿದ್ದಾರೆ. ಸಕ್ಕರೆ ಕಾರ್ಖಾನೆಗಳಿಗೆ ಕಬ್ಬು ಪೂರೈಕೆ ಹೆಚ್ಚಿರುವುದರಿಂದ ಆಲೆಮನೆಗಳ ಸಂಖ್ಯೆ ಕಡಿಮೆಯಾಗಿದೆ. ಮಾರುಕಟ್ಟೆಯಲ್ಲಿ ಬೆಲ್ಲದ ಆವಕ ಇಳಿಕೆಯಾಗಿದ್ದು, ದರದಲ್ಲಿಯೂ ಏರಿಳಿತ ಕಂಡುಬರುತ್ತಿದೆ. ಅಧಿಕಾರಿಗಳು ಹಾಗೂ ಜನಪ್ರತಿನಿಧಿಗಳು ಈ ಬಗ್ಗೆ ಗಮನಹರಿಸಬೇಕು ಎಂದು ವ್ಯಾಪಾರಸ್ಥರು ಒತ್ತಾಯಿಸಿದ್ದಾರೆ. <box>124 274 218 315</box>
kurudi-box <box>300 558 422 638</box>
sidebar-divider <box>116 66 117 426</box>
lead-body-col-3: ಜಿಲ್ಲೆಯ ಪ್ರಮುಖ ಬೆಲ್ಲದ ಮಾರುಕಟ್ಟೆಯಲ್ಲಿ ಈ ವರ್ಷ ವಹಿವಾಟು ಗಣನೀಯವಾಗಿ ಕುಸಿದಿದ್ದು, ರೈತರು ಹಾಗೂ ವ್ಯಾಪಾರಸ್ಥರು ಆತಂಕಕ್ಕೆ ಒಳಗಾಗಿದ್ದಾರೆ. ಸಕ್ಕರೆ ಕಾರ್ಖಾನೆಗಳಿಗೆ ಕಬ್ಬು ಪೂರೈಕೆ ಹೆಚ್ಚಿರುವುದರಿಂದ ಆಲೆಮನೆಗಳ ಸಂಖ್ಯೆ ಕಡಿಮೆಯಾಗಿದೆ. ಮಾರುಕಟ್ಟೆಯಲ್ಲಿ ಬೆಲ್ಲದ ಆವಕ ಇಳಿಕೆಯಾಗಿದ್ದು, ದರದಲ್ಲಿಯೂ ಏರಿಳಿತ ಕಂಡುಬರುತ್ತಿದೆ. ಅಧಿಕಾರಿಗಳು ಹಾಗೂ ಜನಪ್ರತಿನಿಧಿಗಳು ಈ ಬಗ್ಗೆ ಗಮನಹರಿಸಬೇಕು ಎಂದು ವ್ಯಾಪಾರಸ್ಥರು ಒತ್ತಾಯಿಸಿದ್ದಾರೆ. <box>222 276 310 323</box>
info-box <box>314 278 402 364</box>
page-number: 2 <box>12 9 28 35</box>
lead-subheadline: ಒಂದು ಕಾಲದಲ್ಲಿ ರಾಜ್ಯಕ್ಕೆ 2ನೇ ಪ್ರಸಿದ್ಧ ಮಾರುಕಟ್ಟೆ ■ ಮಕ್ಕೆನೋಳ ವಹಿವಾಟಿಗೂ ಪ್ರಸಿದ್ಧಿ ■ ಇಲ್ಲಿವೆ 111 ಅಡತಿ ಅಂಗಡಿ <box>234 100 484 108</box>
lead-byline: ● ಶಿವಕುಮಾರ ರೇವಡಿ <box>124 114 159 119</box>
tushara-line-9: ಉತ್ತರ ಕನ್ನಡದ ಪ್ರಶಾಂತ ಮಡುವಿನ ದರ್ಶನ <box>107 849 177 855</box>
right-col-divider <box>521 114 522 416</box>
bus-body-3: ಜಿಲ್ಲೆಯ ಪ್ರಮುಖ ಬೆಲ್ಲದ ಮಾರುಕಟ್ಟೆಯಲ್ಲಿ ಈ ವರ್ಷ ವಹಿವಾಟು ಗಣನೀಯವಾಗಿ ಕುಸಿದಿದ್ದು, ರೈತರು ಹಾಗೂ ವ್ಯಾಪಾರಸ್ಥರು ಆತಂಕಕ್ಕೆ ಒಳಗಾಗಿದ್ದಾರೆ. ಸಕ್ಕರೆ ಕಾರ್ಖಾನೆಗಳಿಗೆ ಕಬ್ಬು ಪೂರೈಕೆ ಹೆಚ್ಚಿರುವುದರಿಂದ ಆಲೆಮನೆಗಳ ಸಂಖ್ಯೆ ಕಡಿಮೆಯಾಗಿದೆ. ಮಾರುಕಟ್ಟೆಯಲ್ಲಿ ಬೆಲ್ಲದ ಆವಕ <box>484 708 540 755</box>
bank-logo: S <box>11 435 25 449</box>
lead-photo-right <box>402 114 518 264</box>
tushara-line-4: ನಮ್ಮೂರಿನ ಬನಳ <box>18 718 46 724</box>
teaser-text: ಇಂದಿನಿಂದ ಚಿಟ್ಟರಗಿಯಲ್ಲಿ ಗ್ರಾಮದೇವಿ ಜಾತ್ರೋತ್ಸವ <box>304 16 341 27</box>
paper-name: ಉದಯವಾಣಿ <box>12 36 60 49</box>
person-photo-1 <box>8 176 36 206</box>
virama-line: ಇದು ನಿಮ್ಮ ನಿಮ್ಮ ಗಮನಕ್ಕೆ ಸಿಲ್ಲ <box>48 78 91 83</box>
tushara-line-1: ಸ್ವರ ವಿಭವ <box>16 689 34 695</box>
sugar-heading: ಸಕ್ಕರದ ದರ <box>317 371 338 377</box>
second-body-1: ಜಿಲ್ಲೆಯ ಪ್ರಮುಖ ಬೆಲ್ಲದ ಮಾರುಕಟ್ಟೆಯಲ್ಲಿ ಈ ವರ್ಷ ವಹಿವಾಟು ಗಣನೀಯವಾಗಿ ಕುಸಿದಿದ್ದು, ರೈತರು ಹಾಗೂ ವ್ಯಾಪಾರಸ್ಥರು ಆತಂಕಕ್ಕೆ ಒಳಗಾಗಿದ್ದಾರೆ. ಸಕ್ಕರೆ ಕಾರ್ಖಾನೆಗಳಿಗೆ ಕಬ್ಬು ಪೂರೈಕೆ ಹೆಚ್ಚಿರುವುದರಿಂದ ಆಲೆಮನೆಗಳ ಸಂಖ್ಯೆ ಕಡಿಮೆಯಾಗಿದೆ. ಮಾರುಕಟ್ಟೆಯಲ್ಲಿ ಬೆಲ್ಲದ ಆವಕ ಇಳಿಕೆಯಾಗಿದ್ದು, ದರದಲ್ಲಿಯೂ ಏರಿಳಿತ ಕಂಡುಬರುತ್ತಿದೆ. ಅಧಿಕಾರಿಗಳು ಹಾಗೂ ಜನಪ್ರತಿನಿಧಿಗಳು ಈ ಬಗ್ಗೆ ಗಮನಹರಿಸಬೇಕು ಎಂದು ವ್ಯಾಪಾರಸ್ಥರು ಒತ್ತಾಯಿಸಿದ್ದಾರೆ. <box>240 450 296 527</box>
tushara-feature-1 <box>104 768 228 808</box>
third-caption: ತೇರದಾಳ: ಪಟ್ಟಣದಲ್ಲಿ ನಡೆದ ಸ್ವದೇಶಿ ಜಾಗೃತಿ ಸಭೆಯಲ್ಲಿ ಗಣ್ಯರು ಭಾಗವಹಿಸಿದ್ದರು. <box>428 612 539 617</box>
tushara-panel-left <box>12 614 98 890</box>
bottom-body-2: ಜಿಲ್ಲೆಯ ಪ್ರಮುಖ ಬೆಲ್ಲದ ಮಾರುಕಟ್ಟೆಯಲ್ಲಿ ಈ ವರ್ಷ ವಹಿವಾಟು ಗಣನೀಯವಾಗಿ ಕುಸಿದಿದ್ದು, ರೈತರು ಹಾಗೂ ವ್ಯಾಪಾರಸ್ಥರು ಆತಂಕಕ್ಕೆ ಒಳಗಾಗಿದ್ದಾರೆ. ಸಕ್ಕರೆ ಕಾರ್ಖಾನೆಗಳಿಗೆ ಕಬ್ಬು ಪೂರೈಕೆ ಹೆಚ್ಚಿರುವುದರಿಂದ ಆಲೆಮನೆಗಳ ಸಂಖ್ಯೆ ಕಡಿಮೆಯಾಗಿದೆ. ಮಾರುಕಟ್ಟೆಯಲ್ಲಿ ಬೆಲ್ಲದ ಆವಕ ಇಳಿಕೆಯಾಗಿದ್ದು, ದರದಲ್ಲಿಯೂ ಏರಿಳಿತ ಕಂಡುಬರುತ್ತಿದೆ. ಅಧಿಕಾರಿಗಳು <box>304 850 362 903</box>
mascot-box <box>222 330 268 370</box>
tushara-footer <box>6 896 236 912</box>
tushara-line-7: ಸ್ವಗತ ಕಥನ <box>107 815 126 821</box>
kurudi-bullet-text: ನಗರ ವ್ಯಾಪಾರಸ್ಥರ ಜನಸಂಖ್ಯೆ ಹೆಚ್ಚಳ <box>303 663 356 669</box>
tushara-portrait <box>18 618 88 676</box>
kurudi-body: ಜಿಲ್ಲೆಯ ಪ್ರಮುಖ ಬೆಲ್ಲದ ಮಾರುಕಟ್ಟೆಯಲ್ಲಿ ಈ ವರ್ಷ ವಹಿವಾಟು ಗಣನೀಯವಾಗಿ ಕುಸಿದಿದ್ದು, ರೈತರು ಹಾಗೂ ವ್ಯಾಪಾರಸ್ಥರು ಆತಂಕಕ್ಕೆ ಒಳಗಾಗಿದ್ದಾರೆ. ಸಕ್ಕರೆ ಕಾರ್ಖಾನೆಗಳಿಗೆ ಕಬ್ಬು ಪೂರೈಕೆ ಹೆಚ್ಚಿರುವುದರಿಂದ ಆಲೆಮನೆಗಳ ಸಂಖ್ಯೆ ಕಡಿಮೆಯಾಗಿದೆ. ಮಾರುಕಟ್ಟೆಯಲ್ಲಿ ಬೆಲ್ಲದ ಆವಕ ಇಳಿಕೆಯಾಗಿದ್ದು, ದರದಲ್ಲಿಯೂ ಏರಿಳಿತ ಕಂಡುಬರುತ್ತಿದೆ. ಅಧಿಕಾರಿಗಳು ಹಾಗೂ ಜನಪ್ರತಿನಿಧಿಗಳು ಈ ಬಗ್ಗೆ ಗಮನಹರಿಸಬೇಕು ಎಂದು ವ್ಯಾಪಾರಸ್ಥರು ಒತ್ತಾಯಿಸಿದ್ದಾರೆ. <box>304 572 418 607</box>
registration-marks <box>90 914 510 926</box>
right-column <box>524 114 594 416</box>
bank-name-en: SUCO SOUHARDA SAHAKARI BANK <box>29 443 99 448</box>
section-rule-1 <box>0 426 600 427</box>
info-box-heading: ಶಿಫ್ಟ್‌ ಆಗಿಸಿದ ಮಾರುಕಟ್ಟೆ ಆರಂಭ <box>318 282 377 288</box>
reg-mark-yellow <box>305 914 314 923</box>
virama-line: ಎಂದು ಇನಿಯರಲ್ಲಿ <box>48 84 73 90</box>
person-name-1: ಚಿನ್ನ ಕುಮಾರ <box>14 208 32 213</box>
tushara-line-8: ಗೋದಾವರಿ ಪರ್ವತ <box>109 821 144 828</box>
sidebar-brand: ಡಿಶ್ <box>15 75 35 90</box>
lead-headline: ಇಳಿಮುಖವಾಗುತ್ತಿದೆ ಬೆಲ್ಲದ ವ್ಯಾಪಾರ <box>225 69 493 94</box>
tushara-line-3: ಬದುಕು-ಬರಹ <box>16 708 40 714</box>
virama-heading: ವಿರಾಮ <box>48 68 66 76</box>
bus-body-1: ಜಿಲ್ಲೆಯ ಪ್ರಮುಖ ಬೆಲ್ಲದ ಮಾರುಕಟ್ಟೆಯಲ್ಲಿ ಈ ವರ್ಷ ವಹಿವಾಟು ಗಣನೀಯವಾಗಿ ಕುಸಿದಿದ್ದು, ರೈತರು ಹಾಗೂ ವ್ಯಾಪಾರಸ್ಥರು ಆತಂಕಕ್ಕೆ ಒಳಗಾಗಿದ್ದಾರೆ. ಸಕ್ಕರೆ ಕಾರ್ಖಾನೆಗಳಿಗೆ ಕಬ್ಬು ಪೂರೈಕೆ ಹೆಚ್ಚಿರುವುದರಿಂದ ಆಲೆಮನೆಗಳ ಸಂಖ್ಯೆ ಕಡಿಮೆಯಾಗಿದೆ. ಮಾರುಕಟ್ಟೆಯಲ್ಲಿ ಬೆಲ್ಲದ ಆವಕ ಇಳಿಕೆಯಾಗಿದ್ದು, ದರದಲ್ಲಿಯೂ ಏರಿಳಿತ ಕಂಡುಬರುತ್ತಿದೆ. ಅಧಿಕಾರಿಗಳು ಹಾಗೂ ಜನಪ್ರತಿನಿಧಿಗಳು ಈ ಬಗ್ಗೆ ಗಮನಹರಿಸಬೇಕು ಎಂದು ವ್ಯಾಪಾರಸ್ಥರು ಒತ್ತಾಯಿಸಿದ್ದಾರೆ. <box>428 648 480 725</box>
sugar-text: ಗ್ರೇಡ್ 4500, ಬೆಲ್ಲ 4914, ಸಕ್ಕರೆ ಕೆಜಿ 3890 <box>317 380 388 386</box>
tushara-cover <box>104 614 228 764</box>
second-photo <box>300 450 420 538</box>
info-box-person: — ಡಿ. ಎಸ್‌. ಅಂಬಿಗೇರ, ಕಾರ್ಯದರ್ಶಿ <box>318 339 373 344</box>
bank-ad-title <box>7 453 165 465</box>
